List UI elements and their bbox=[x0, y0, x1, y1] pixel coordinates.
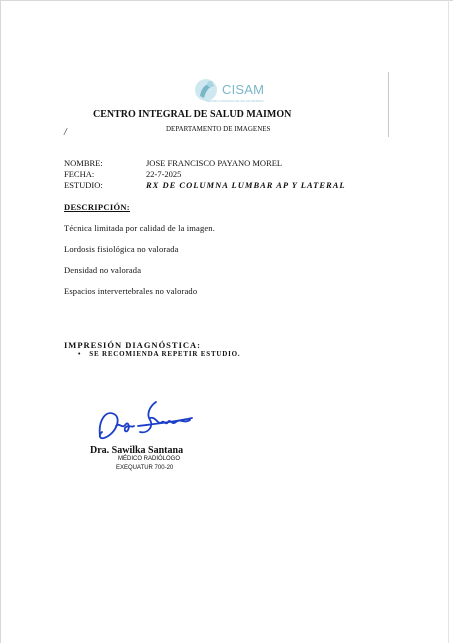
department-name: DEPARTAMENTO DE IMAGENES bbox=[166, 125, 271, 133]
date-row bbox=[64, 169, 181, 179]
signer-exequatur: EXEQUATUR 700-20 bbox=[116, 465, 174, 471]
page-border-right bbox=[448, 0, 449, 643]
description-heading: DESCRIPCIÓN: bbox=[64, 202, 130, 212]
impression-heading: IMPRESIÓN DIAGNÓSTICA: bbox=[64, 340, 201, 350]
bullet-icon: • bbox=[78, 350, 82, 358]
description-line: Espacios intervertebrales no valorado bbox=[64, 286, 198, 296]
page-border-left bbox=[0, 0, 1, 643]
logo-text: CISAM bbox=[222, 82, 265, 97]
study-label: ESTUDIO: bbox=[64, 180, 103, 190]
margin-guide-line bbox=[388, 72, 389, 137]
impression-bullet bbox=[78, 350, 240, 358]
description-line: Densidad no valorada bbox=[64, 265, 142, 275]
patient-name-label: NOMBRE: bbox=[64, 158, 103, 168]
text-cursor-mark: / bbox=[64, 127, 67, 138]
study-value: RX DE COLUMNA LUMBAR AP Y LATERAL bbox=[146, 180, 346, 190]
description-line: Técnica limitada por calidad de la imagen. bbox=[64, 223, 215, 233]
patient-name-row bbox=[64, 158, 282, 168]
page-border-top bbox=[0, 0, 453, 1]
handwritten-signature bbox=[94, 396, 194, 446]
description-line: Lordosis fisiológica no valorada bbox=[64, 244, 179, 254]
organization-title: CENTRO INTEGRAL DE SALUD MAIMON bbox=[93, 109, 292, 120]
patient-name-value: JOSE FRANCISCO PAYANO MOREL bbox=[146, 158, 283, 168]
logo-subtitle: CENTRO INTEGRAL DE SALUD MAIMON bbox=[206, 99, 264, 103]
impression-bullet-text: SE RECOMIENDA REPETIR ESTUDIO. bbox=[89, 350, 241, 358]
study-row bbox=[64, 180, 346, 190]
signer-role: MÉDICO RADIÓLOGO bbox=[118, 456, 181, 462]
date-value: 22-7-2025 bbox=[146, 169, 182, 179]
date-label: FECHA: bbox=[64, 169, 95, 179]
signer-name: Dra. Sawilka Santana bbox=[90, 445, 184, 456]
cisam-logo bbox=[192, 76, 272, 106]
